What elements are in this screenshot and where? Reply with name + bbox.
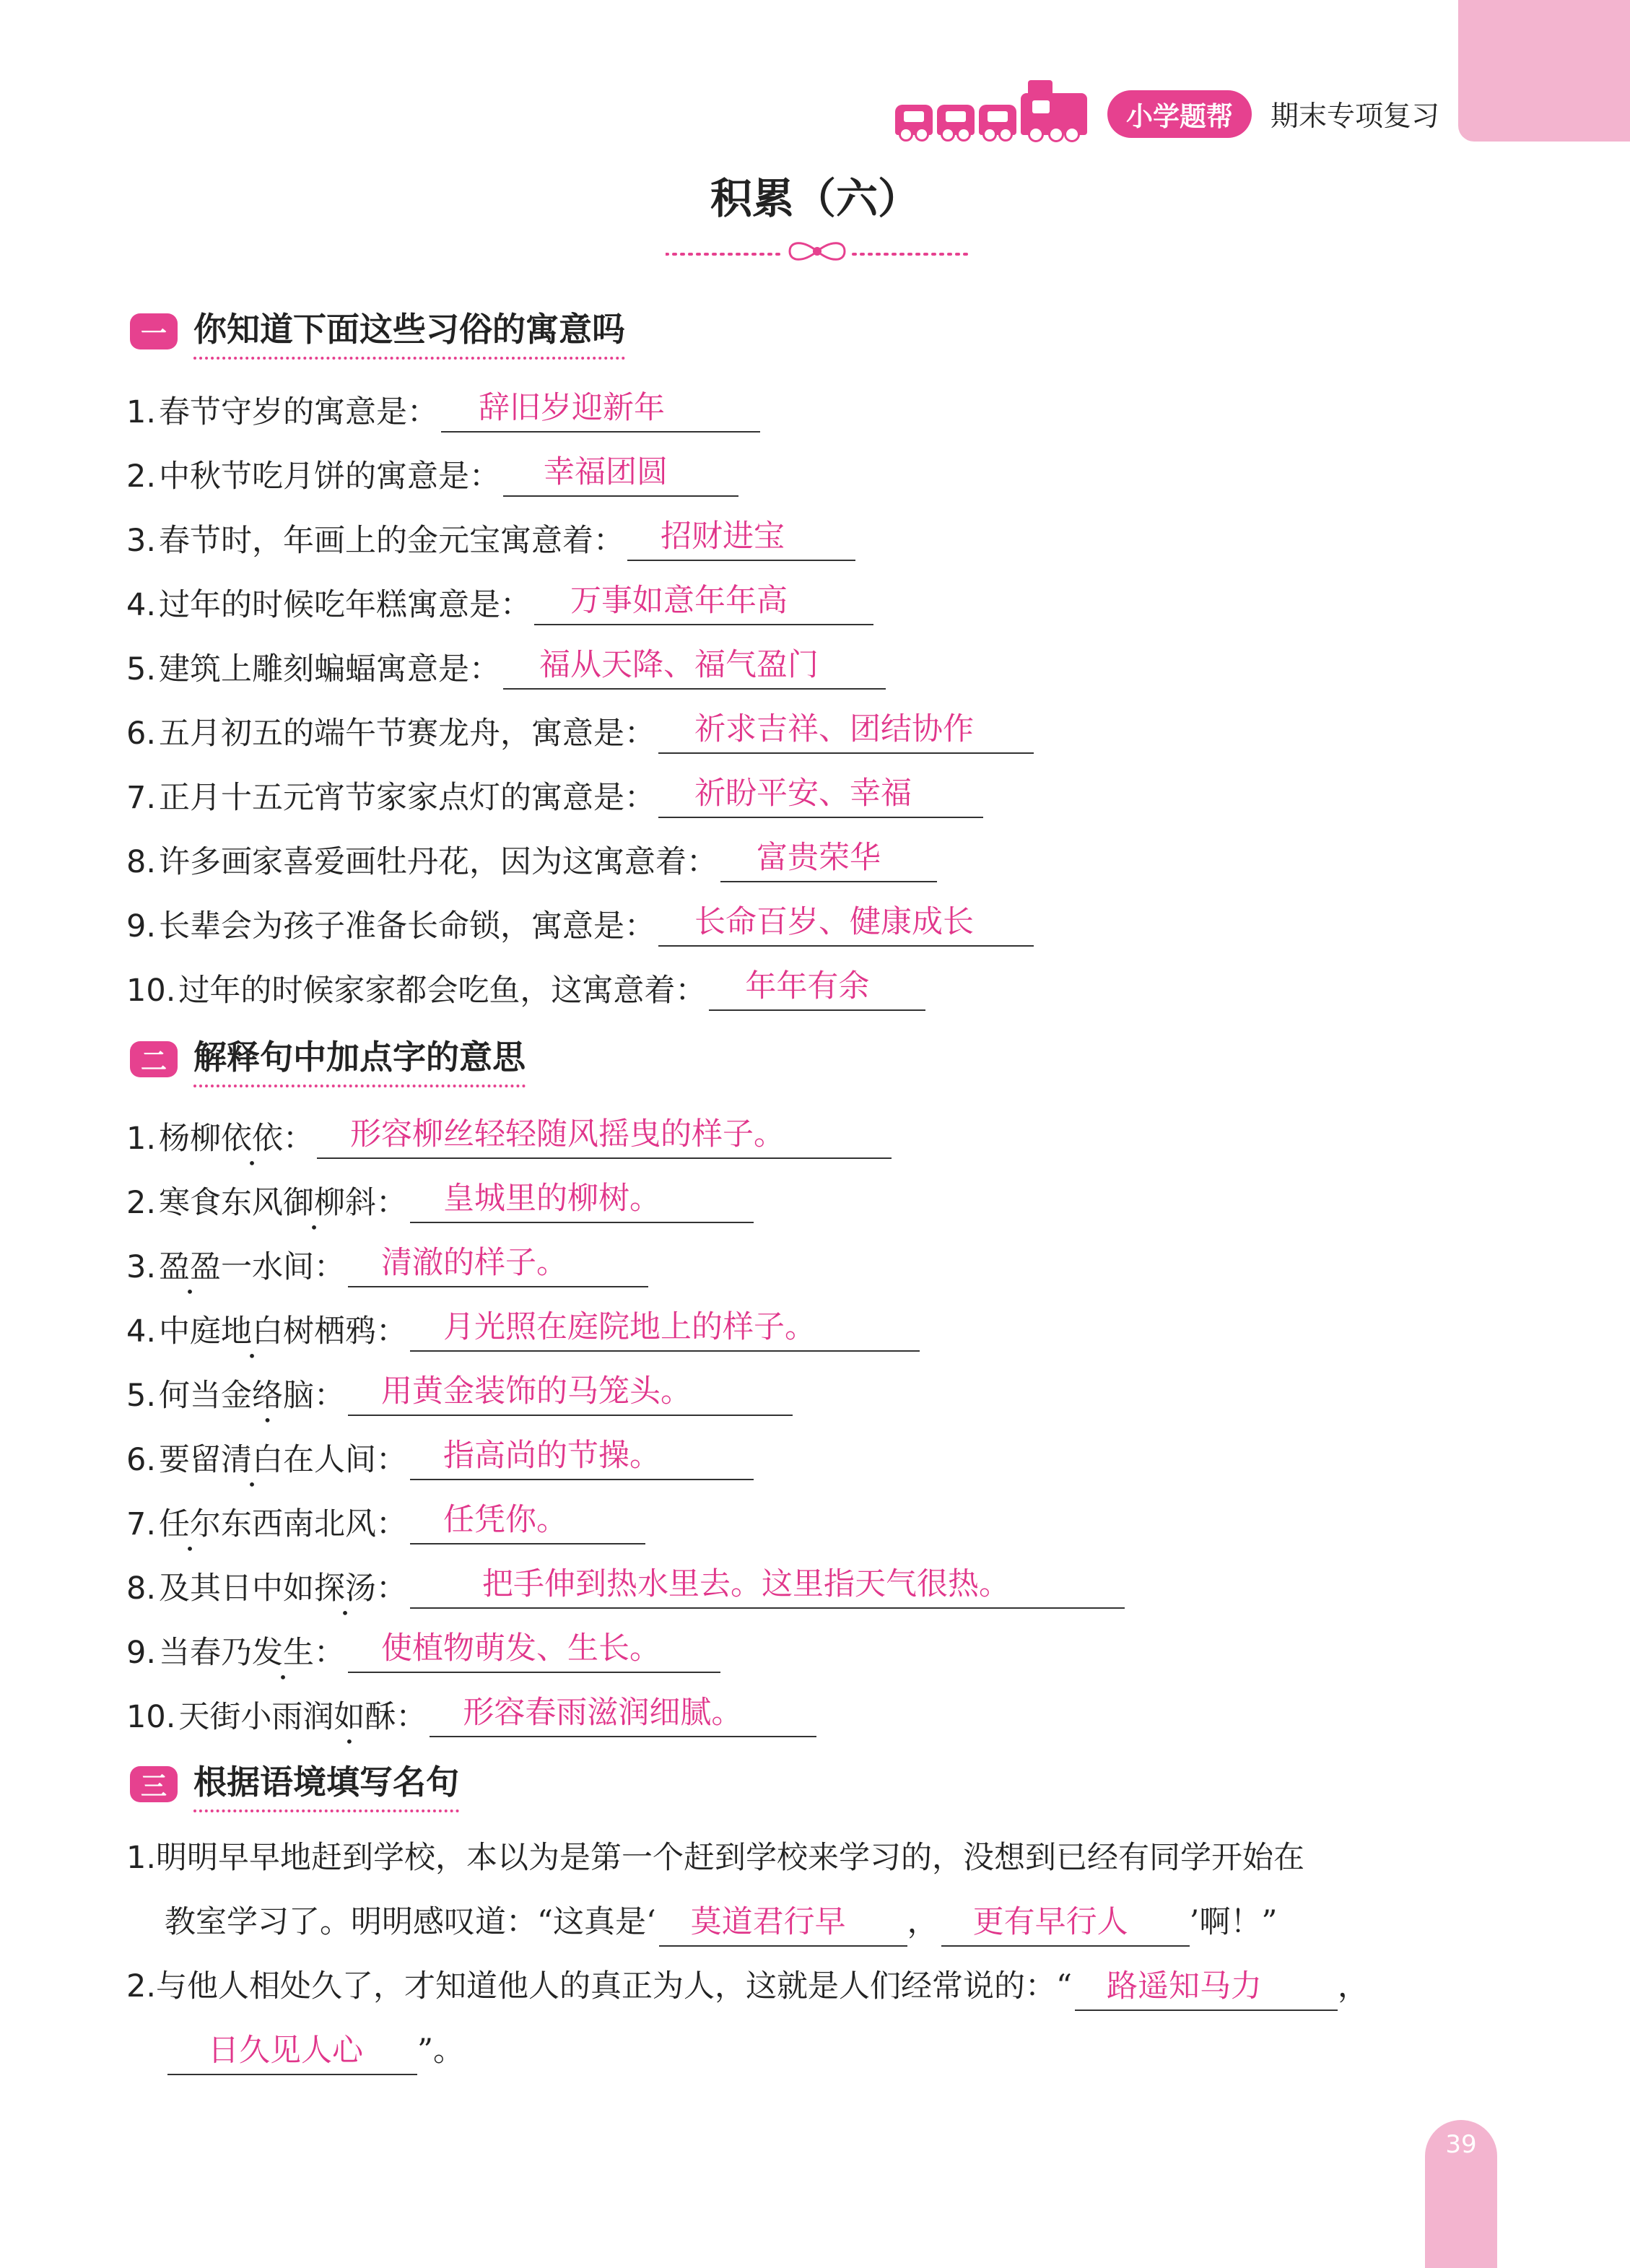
answer-field[interactable]: 辞旧岁迎新年	[441, 389, 760, 433]
answer-field[interactable]: 使植物萌发、生长。	[348, 1630, 720, 1673]
dotted-word: 发生 •	[252, 1633, 314, 1673]
answer-field[interactable]: 路遥知马力	[1075, 1968, 1338, 2011]
page-title: 积累（六）	[710, 174, 920, 223]
dotted-word: 地白 •	[221, 1311, 283, 1352]
section-badge: 三	[130, 1766, 178, 1802]
list-item: 10. 过年的时候家家都会吃鱼，这寓意着： 年年有余	[126, 965, 925, 1011]
section-2-header	[130, 1034, 526, 1085]
list-item: 2. 寒食东风 御柳 • 斜： 皇城里的柳树。	[126, 1177, 754, 1223]
train-icon	[895, 93, 1087, 135]
question-text: 教室学习了。明明感叹道：“这真是‘ 莫道君行早 ， 更有早行人 ’啊！”	[165, 1902, 1277, 1947]
list-item: 1. 杨柳 依依 • ： 形容柳丝轻轻随风摇曳的样子。	[126, 1113, 892, 1159]
corner-tab	[1458, 0, 1630, 142]
answer-field[interactable]: 祈盼平安、幸福	[658, 775, 983, 818]
list-item: 5. 建筑上雕刻蝙蝠寓意是： 福从天降、福气盈门	[126, 643, 886, 690]
section-badge: 一	[130, 313, 178, 349]
list-item: 6. 五月初五的端午节赛龙舟，寓意是： 祈求吉祥、团结协作	[126, 708, 1034, 754]
list-item: 7. 任尔 • 东西南北风： 任凭你。	[126, 1498, 645, 1544]
answer-field[interactable]: 莫道君行早	[659, 1903, 907, 1947]
dotted-word: 金络脑 •	[221, 1376, 314, 1416]
answer-field[interactable]: 把手伸到热水里去。这里指天气很热。	[410, 1565, 1125, 1609]
dotted-word: 盈盈 •	[159, 1247, 221, 1287]
answer-field[interactable]: 任凭你。	[410, 1501, 645, 1544]
dotted-word: 探汤 •	[314, 1568, 376, 1609]
dotted-word: 御柳 •	[283, 1183, 345, 1223]
list-item: 8. 及其日中如 探汤 • ： 把手伸到热水里去。这里指天气很热。	[126, 1563, 1125, 1609]
question-text: 2.与他人相处久了，才知道他人的真正为人，这就是人们经常说的：“ 路遥知马力 ，	[126, 1966, 1369, 2011]
section-title: 你知道下面这些习俗的寓意吗	[193, 303, 625, 360]
brand-label: 小学题帮	[1107, 90, 1252, 138]
answer-field[interactable]: 年年有余	[709, 968, 925, 1011]
dotted-word: 依依 •	[221, 1118, 283, 1159]
list-item: 7. 正月十五元宵节家家点灯的寓意是： 祈盼平安、幸福	[126, 772, 983, 818]
section-1-header	[130, 306, 625, 357]
page-number: 39	[1445, 2130, 1477, 2159]
answer-field[interactable]: 招财进宝	[627, 518, 855, 561]
section-title: 根据语境填写名句	[193, 1756, 459, 1812]
answer-field[interactable]: 用黄金装饰的马笼头。	[348, 1373, 793, 1416]
answer-field[interactable]: 幸福团圆	[503, 453, 738, 497]
answer-field[interactable]: 长命百岁、健康成长	[658, 903, 1034, 947]
section-badge: 二	[130, 1041, 178, 1077]
answer-field[interactable]: 皇城里的柳树。	[410, 1180, 754, 1223]
list-item: 4. 过年的时候吃年糕寓意是： 万事如意年年高	[126, 579, 873, 625]
list-item: 2. 中秋节吃月饼的寓意是： 幸福团圆	[126, 451, 738, 497]
list-item: 6. 要留 清白 • 在人间： 指高尚的节操。	[126, 1434, 754, 1480]
dotted-word: 润如酥 •	[302, 1697, 396, 1737]
list-item: 1. 春节守岁的寓意是： 辞旧岁迎新年	[126, 386, 760, 433]
dotted-word: 任尔 •	[159, 1504, 221, 1544]
answer-field[interactable]: 万事如意年年高	[534, 582, 873, 625]
answer-field[interactable]: 更有早行人	[941, 1903, 1190, 1947]
answer-field[interactable]: 祈求吉祥、团结协作	[658, 711, 1034, 754]
section-3-header	[130, 1759, 459, 1809]
list-item: 4. 中庭 地白 • 树栖鸦： 月光照在庭院地上的样子。	[126, 1305, 920, 1352]
list-item: 10. 天街小雨 润如酥 • ： 形容春雨滋润细腻。	[126, 1691, 816, 1737]
answer-field[interactable]: 指高尚的节操。	[410, 1437, 754, 1480]
header-subtitle: 期末专项复习	[1271, 100, 1440, 133]
answer-field[interactable]: 福从天降、福气盈门	[503, 646, 886, 690]
dotted-word: 清白 •	[221, 1440, 283, 1480]
answer-field[interactable]: 月光照在庭院地上的样子。	[410, 1308, 920, 1352]
answer-field[interactable]: 日久见人心	[167, 2032, 417, 2075]
question-text: 1.明明早早地赶到学校，本以为是第一个赶到学校来学习的，没想到已经有同学开始在	[126, 1840, 1305, 1876]
list-item: 9. 当春乃 发生 • ： 使植物萌发、生长。	[126, 1627, 720, 1673]
answer-field[interactable]: 富贵荣华	[720, 839, 937, 882]
answer-field[interactable]: 形容柳丝轻轻随风摇曳的样子。	[317, 1116, 892, 1159]
list-item: 3. 盈盈 • 一水间： 清澈的样子。	[126, 1241, 648, 1287]
bow-divider-icon	[666, 235, 969, 267]
list-item: 9. 长辈会为孩子准备长命锁，寓意是： 长命百岁、健康成长	[126, 900, 1034, 947]
question-text: 日久见人心 ”。	[165, 2030, 464, 2075]
list-item: 8. 许多画家喜爱画牡丹花，因为这寓意着： 富贵荣华	[126, 836, 937, 882]
answer-field[interactable]: 清澈的样子。	[348, 1244, 648, 1287]
section-title: 解释句中加点字的意思	[193, 1031, 526, 1087]
answer-field[interactable]: 形容春雨滋润细腻。	[430, 1694, 816, 1737]
header	[895, 85, 1439, 143]
list-item: 5. 何当 金络脑 • ： 用黄金装饰的马笼头。	[126, 1370, 793, 1416]
list-item: 3. 春节时，年画上的金元宝寓意着： 招财进宝	[126, 515, 855, 561]
